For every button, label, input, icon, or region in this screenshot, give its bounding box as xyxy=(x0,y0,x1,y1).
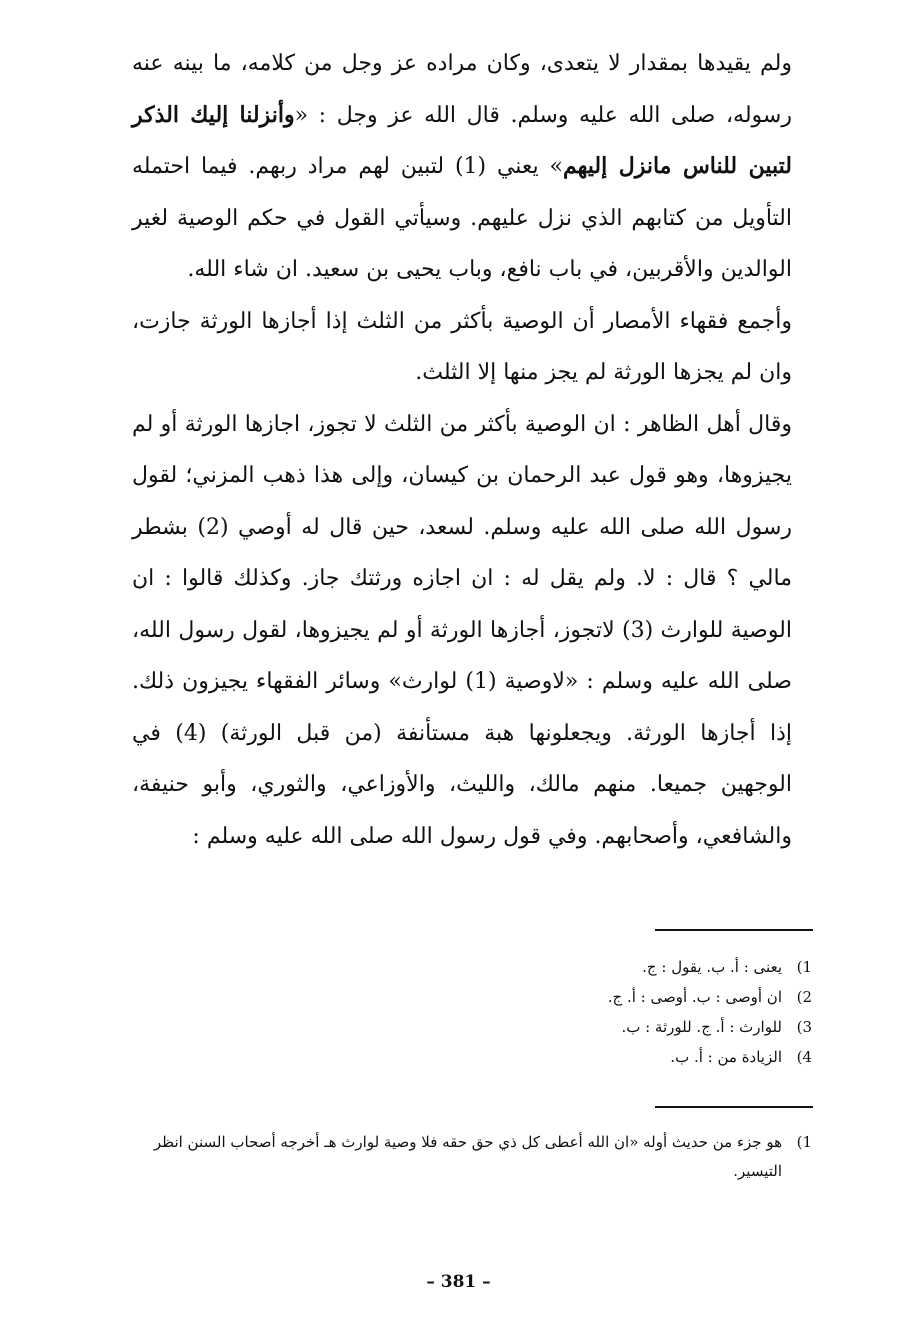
footnote-text: ان أوصى : ب. أوصى : أ. ج. xyxy=(607,988,782,1006)
paragraph-1-part-a: ولم يقيدها بمقدار لا يتعدى، وكان مراده عز وجل من كلامه، ما بينه عنه رسوله، صلى الله عليه وسلم. قال الله عز وجل : « xyxy=(132,51,792,128)
quran-quote: وأنزلنا إليك الذكر لتبين للناس مانزل إليهم xyxy=(132,101,792,179)
footnote-text: للوارث : أ. ج. للورثة : ب. xyxy=(621,1018,782,1036)
footnote xyxy=(140,1128,812,1186)
footnote xyxy=(400,982,812,1012)
footnote-number: 1) xyxy=(796,1133,812,1151)
paragraph-1-part-b: » يعني (1) لتبين لهم مراد ربهم. فيما احتمله التأويل من كتابهم الذي نزل عليهم. وسيأتي القول في حكم الوصية لغير الوالدين والأقربين، في باب نافع، وباب يحيى بن سعيد. ان شاء الله. xyxy=(132,154,792,282)
footnote-text: هو جزء من حديث أوله «ان الله أعطى كل ذي حق حقه فلا وصية لوارث هـ أخرجه أصحاب السنن انظر التيسير. xyxy=(153,1133,782,1180)
footnote-divider-1 xyxy=(655,929,813,931)
paragraph-3: وقال أهل الظاهر : ان الوصية بأكثر من الثلث لا تجوز، اجازها الورثة أو لم يجيزوها، وهو قول عبد الرحمان بن كيسان، وإلى هذا ذهب المزني؛ لقول رسول الله صلى الله عليه وسلم. لسعد، حين قال له أوصي (2) بشطر مالي ؟ قال : لا. ولم يقل له : ان اجازه ورثتك جاز. وكذلك قالوا : ان الوصية للوارث (3) لاتجوز، أجازها الورثة أو لم يجيزوها، لقول رسول الله، صلى الله عليه وسلم : «لاوصية (1) لوارث» وسائر الفقهاء يجيزون ذلك. إذا أجازها الورثة. ويجعلونها هبة مستأنفة (من قبل الورثة) (4) في الوجهين جميعا. منهم مالك، والليث، والأوزاعي، والثوري، وأبو حنيفة، والشافعي، وأصحابهم. وفي قول رسول الله صلى الله عليه وسلم : xyxy=(132,411,792,849)
footnote-number: 2) xyxy=(796,988,812,1006)
footnote-text: الزيادة من : أ. ب. xyxy=(670,1048,782,1066)
paragraph-1 xyxy=(132,38,792,296)
paragraph-2: وأجمع فقهاء الأمصار أن الوصية بأكثر من الثلث إذا أجازها الورثة جازت، وان لم يجزها الورثة لم يجز منها إلا الثلث. xyxy=(132,308,792,385)
footnote xyxy=(400,1012,812,1042)
variant-notes xyxy=(400,952,812,1072)
footnote-number: 3) xyxy=(796,1018,812,1036)
source-notes xyxy=(140,1128,812,1186)
footnote xyxy=(400,1042,812,1072)
page-number: – 381 – xyxy=(426,1272,491,1292)
footnote-divider-2 xyxy=(655,1106,813,1108)
footnote-number: 1) xyxy=(796,958,812,976)
footnote xyxy=(400,952,812,982)
footnote-number: 4) xyxy=(796,1048,812,1066)
main-text xyxy=(132,38,792,862)
footnote-text: يعنى : أ. ب. يقول : ج. xyxy=(642,958,782,976)
